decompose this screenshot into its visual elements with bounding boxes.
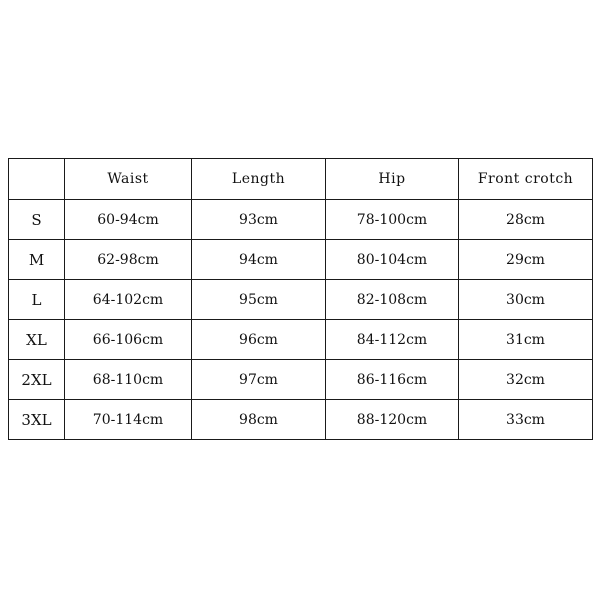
size-cell: 2XL xyxy=(9,360,65,400)
size-cell: 3XL xyxy=(9,400,65,440)
table-row xyxy=(9,280,593,320)
header-waist: Waist xyxy=(65,159,192,200)
size-cell: M xyxy=(9,240,65,280)
waist-cell: 70-114cm xyxy=(65,400,192,440)
table-row xyxy=(9,400,593,440)
length-cell: 96cm xyxy=(192,320,326,360)
table-header-row xyxy=(9,159,593,200)
size-chart-table xyxy=(8,158,593,440)
hip-cell: 80-104cm xyxy=(326,240,459,280)
length-cell: 94cm xyxy=(192,240,326,280)
hip-cell: 82-108cm xyxy=(326,280,459,320)
header-length: Length xyxy=(192,159,326,200)
front-crotch-cell: 31cm xyxy=(459,320,593,360)
table-row xyxy=(9,240,593,280)
hip-cell: 88-120cm xyxy=(326,400,459,440)
front-crotch-cell: 29cm xyxy=(459,240,593,280)
hip-cell: 84-112cm xyxy=(326,320,459,360)
size-cell: S xyxy=(9,200,65,240)
length-cell: 93cm xyxy=(192,200,326,240)
length-cell: 95cm xyxy=(192,280,326,320)
length-cell: 97cm xyxy=(192,360,326,400)
hip-cell: 78-100cm xyxy=(326,200,459,240)
waist-cell: 60-94cm xyxy=(65,200,192,240)
waist-cell: 66-106cm xyxy=(65,320,192,360)
header-hip: Hip xyxy=(326,159,459,200)
hip-cell: 86-116cm xyxy=(326,360,459,400)
header-size xyxy=(9,159,65,200)
table-row xyxy=(9,320,593,360)
front-crotch-cell: 33cm xyxy=(459,400,593,440)
front-crotch-cell: 28cm xyxy=(459,200,593,240)
front-crotch-cell: 30cm xyxy=(459,280,593,320)
front-crotch-cell: 32cm xyxy=(459,360,593,400)
waist-cell: 62-98cm xyxy=(65,240,192,280)
length-cell: 98cm xyxy=(192,400,326,440)
size-cell: L xyxy=(9,280,65,320)
waist-cell: 68-110cm xyxy=(65,360,192,400)
table-row xyxy=(9,360,593,400)
size-cell: XL xyxy=(9,320,65,360)
table-row xyxy=(9,200,593,240)
waist-cell: 64-102cm xyxy=(65,280,192,320)
header-front-crotch: Front crotch xyxy=(459,159,593,200)
